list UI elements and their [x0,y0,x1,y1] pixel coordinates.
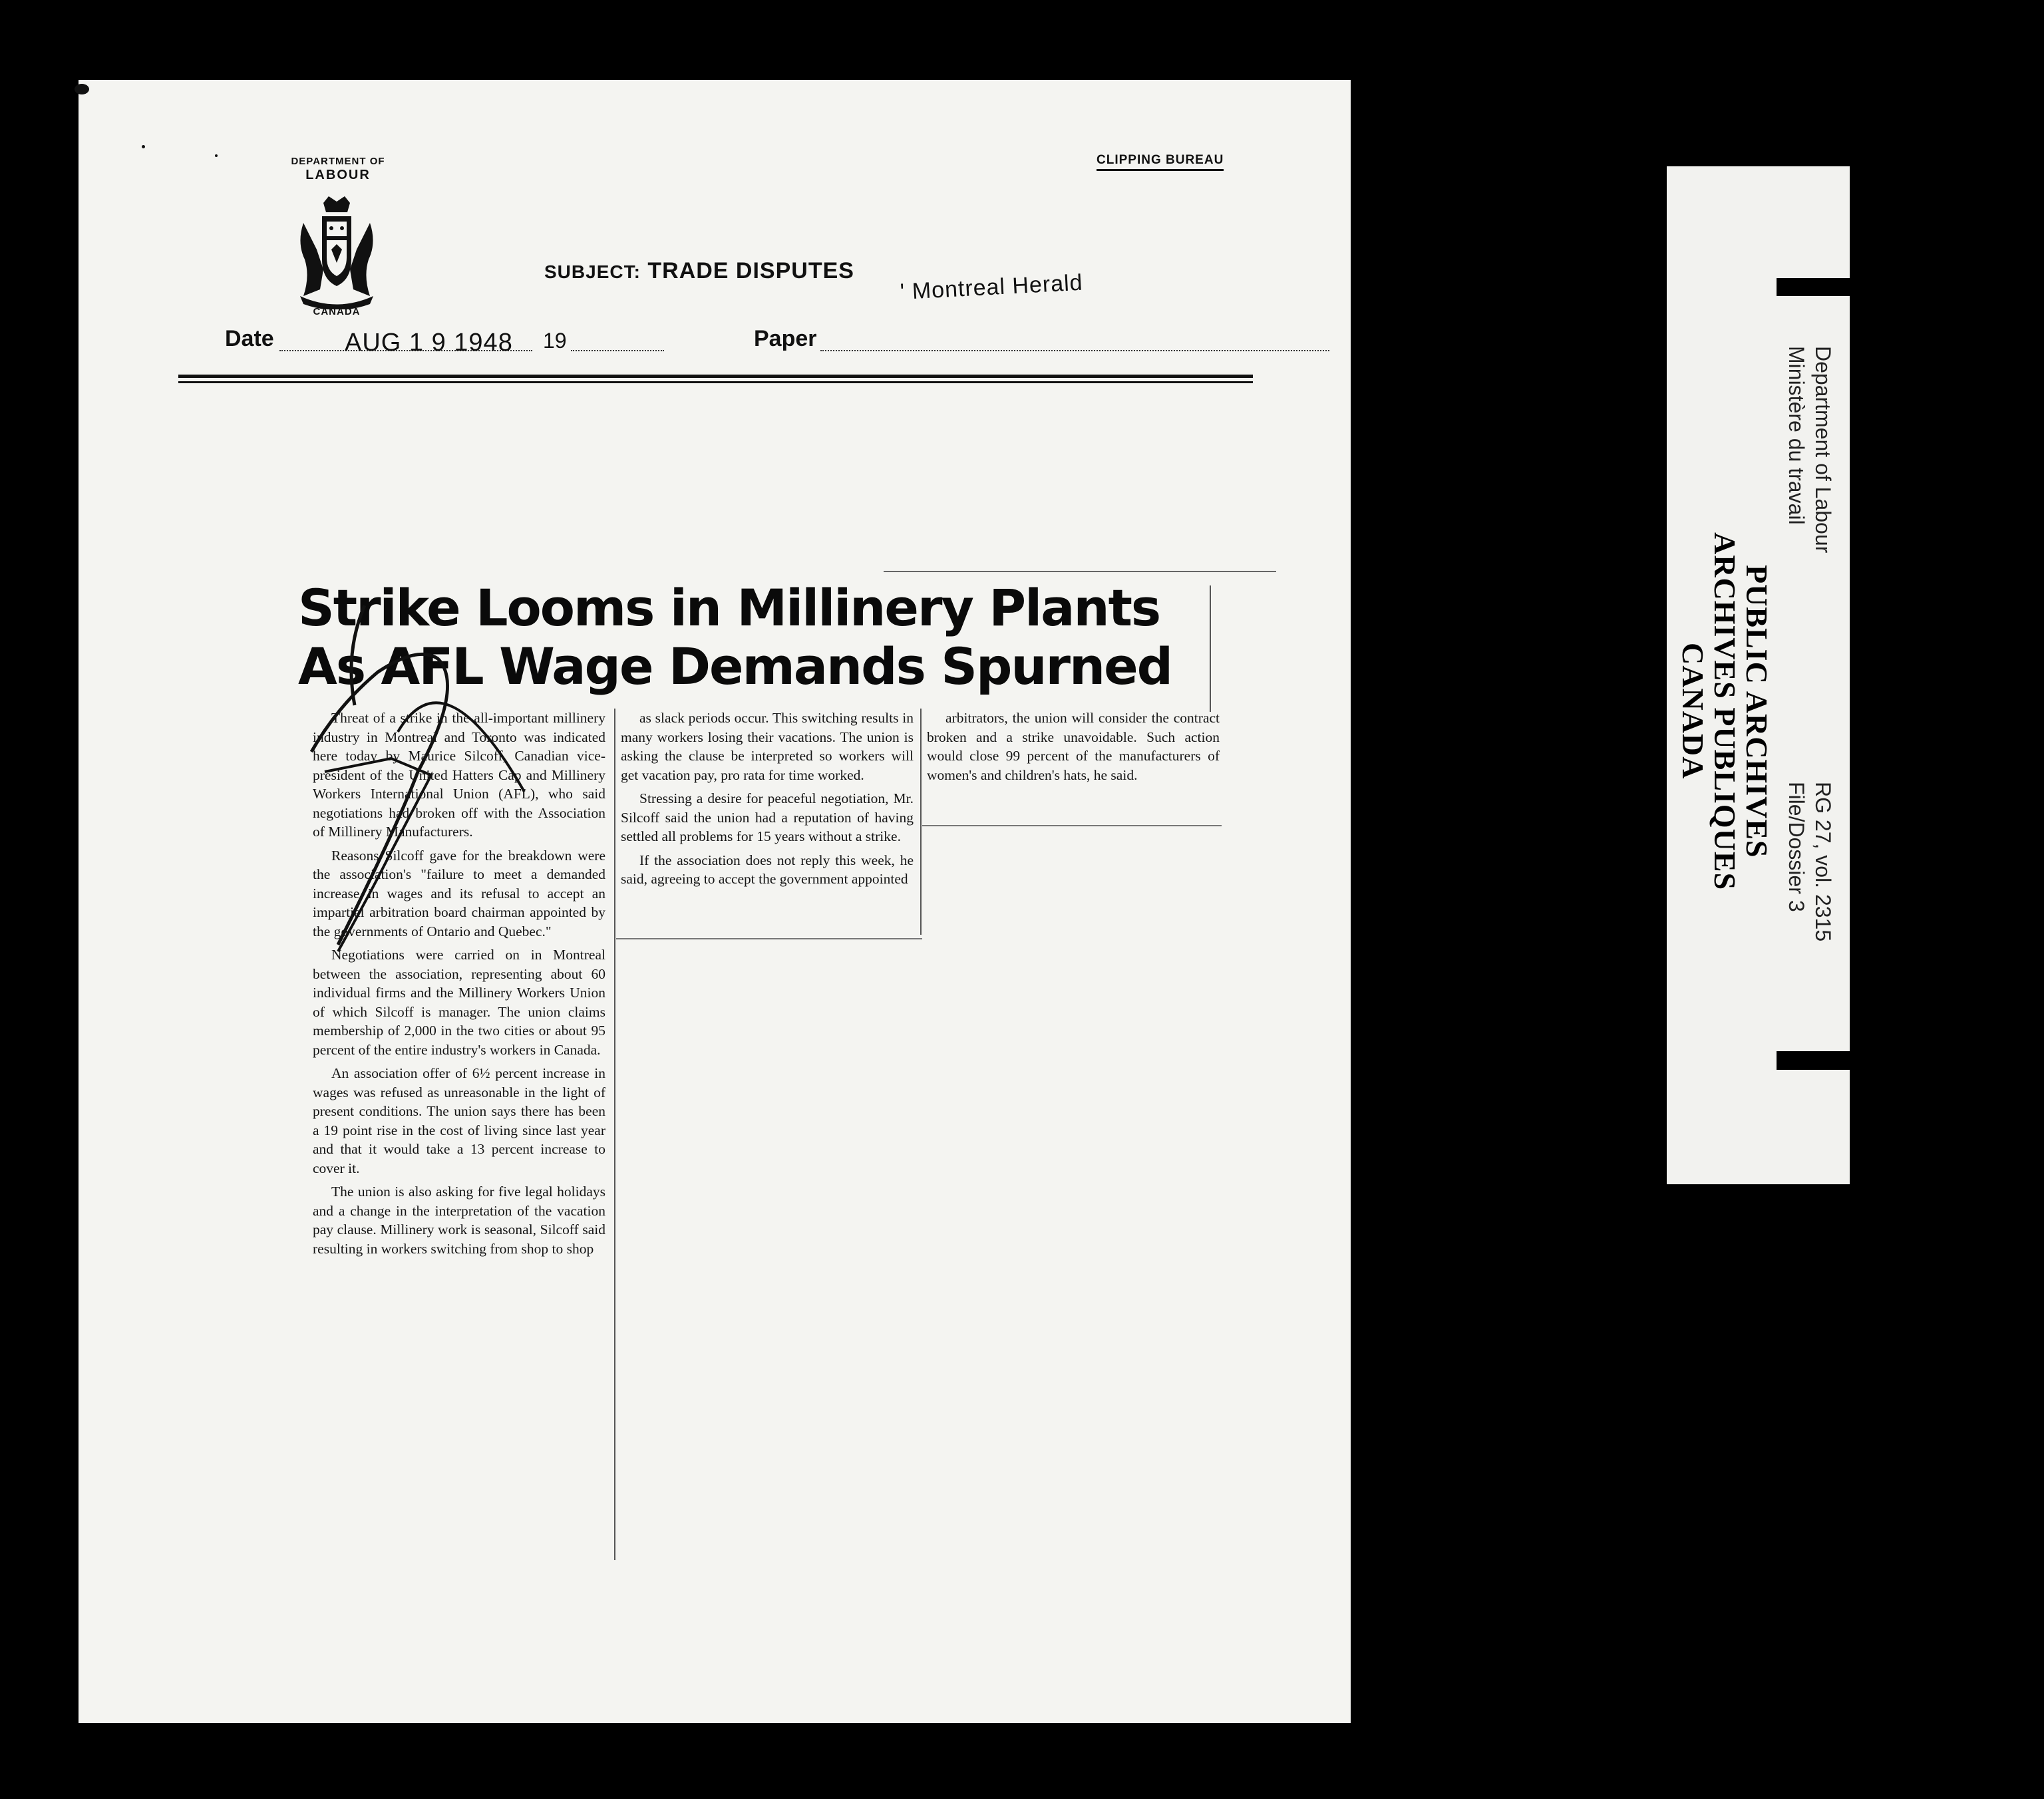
file-dossier: File/Dossier 3 [1785,782,1808,912]
dept-english: Department of Labour [1811,346,1835,554]
paper-label: Paper [754,326,817,351]
archives-line1: PUBLIC ARCHIVES [1740,564,1774,858]
archive-reference [1783,782,1836,941]
department-heading [258,156,418,182]
column-rule-1 [614,709,615,1560]
clipping-sheet [79,80,1351,1723]
clip-cut-edge-2 [922,825,1222,826]
speck [215,154,218,157]
date-row [225,326,1329,359]
article-column-1 [313,709,605,1263]
speck [142,145,145,148]
col2-paragraph: If the association does not reply this week, he said, agreeing to accept the government appointed [621,852,914,887]
article-column-2 [621,709,914,894]
header-rule-thin [178,381,1253,383]
dept-french: Ministère du travail [1785,346,1808,525]
record-group: RG 27, vol. 2315 [1811,782,1835,942]
clipping-bureau: CLIPPING BUREAU [1097,153,1224,171]
date-dotted-line-2 [571,350,664,351]
clip-edge-top [884,571,1276,572]
date-stamp: AUG 1 9 1948 [345,329,513,357]
subject-line [544,258,854,284]
coat-of-arms-icon [290,196,383,309]
public-archives-label [1677,532,1773,890]
date-suffix: 19 [543,329,567,353]
paper-dotted-line [820,350,1329,351]
col1-paragraph: Threat of a strike in the all-important millinery industry in Montreal and Toronto was indicated here today by Maurice Silcoff, Canadian vice-president of the United Hatters Cap and Millinery Workers International Union (AFL), who said negotiations had broken off with the Association of Millinery Manufacturers. [313,710,605,840]
date-label: Date [225,326,274,351]
headline-line2: As AFL Wage Demands Spurned [298,637,1172,696]
col2-paragraph: as slack periods occur. This switching results in many workers losing their vacations. The union is asking the clause be interpreted so workers will get vacation pay, pro rata for time worked. [621,710,914,783]
archive-department [1783,346,1836,553]
clip-cut-edge [616,938,922,939]
archives-line2: ARCHIVES PUBLIQUES [1708,532,1742,891]
col3-paragraph: arbitrators, the union will consider the contract broken and a strike unavoidable. Such action would close 99 percent of the manufacturers of women's and children's hats, he said. [927,710,1220,783]
col1-paragraph: An association offer of 6½ percent increase in wages was refused as unreasonable in the light of present conditions. The union says there has been a 19 point rise in the cost of living since last year and that it would take a 13 percent increase to cover it. [313,1065,605,1176]
dept-line2: LABOUR [305,167,371,182]
col1-paragraph: The union is also asking for five legal holidays and a change in the interpretation of the vacation pay clause. Millinery work is seasonal, Silcoff said resulting in workers switching from shop to shop [313,1184,605,1257]
subject-label: SUBJECT: [544,261,641,282]
dept-line1: DEPARTMENT OF [291,156,385,167]
subject-value: TRADE DISPUTES [647,258,854,283]
archives-line3: CANADA [1676,643,1710,780]
dept-line3: CANADA [313,306,361,317]
speck [75,84,89,94]
paper-stamp: ' Montreal Herald [899,269,1084,305]
header-rule [178,375,1253,378]
article-column-3 [927,709,1220,789]
col1-paragraph: Reasons Silcoff gave for the breakdown were the association's "failure to meet a demanded increase in wages and its refusal to accept an impartial arbitration board chairman appointed by the governments of Ontario and Quebec." [313,847,605,939]
col2-paragraph: Stressing a desire for peaceful negotiation, Mr. Silcoff said the union had a reputation of having settled all problems for 15 years without a strike. [621,790,914,844]
column-rule-2 [920,709,922,935]
col1-paragraph: Negotiations were carried on in Montreal between the association, representing about 60 individual firms and the Millinery Workers Union of which Silcoff is manager. The union claims membership of 2,000 in the two cities or about 95 percent of the entire industry's workers in Canada. [313,947,605,1058]
headline-line1: Strike Looms in Millinery Plants [298,578,1160,637]
